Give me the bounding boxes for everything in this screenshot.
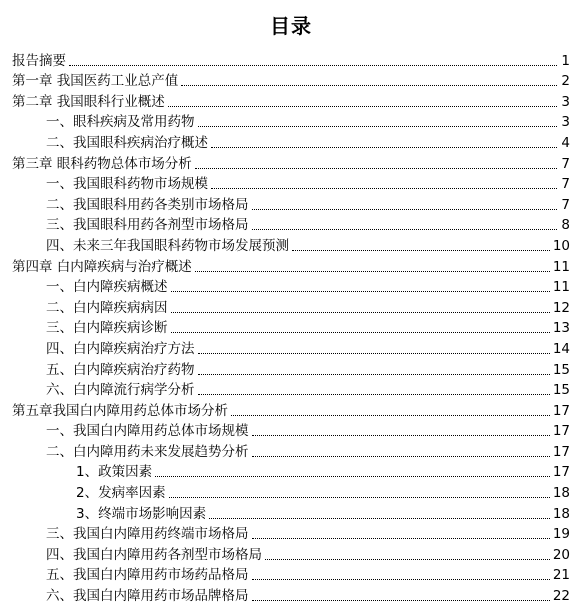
toc-entry-label: 四、白内障疾病治疗方法 [46, 340, 195, 357]
toc-entry[interactable] [12, 441, 570, 462]
toc-dot-leader [265, 559, 550, 560]
toc-entry[interactable] [12, 400, 570, 421]
toc-entry[interactable] [12, 194, 570, 215]
toc-entry[interactable] [12, 71, 570, 92]
toc-entry[interactable] [12, 462, 570, 483]
toc-dot-leader [198, 126, 558, 127]
toc-entry-page-number: 14 [552, 340, 570, 357]
toc-entry-page-number: 18 [552, 505, 570, 522]
toc-entry-page-number: 7 [561, 176, 570, 193]
toc-entry[interactable] [12, 235, 570, 256]
toc-entry-label: 三、我国眼科用药各剂型市场格局 [46, 217, 249, 234]
toc-entry-label: 第一章 我国医药工业总产值 [12, 73, 179, 90]
toc-dot-leader [198, 374, 550, 375]
toc-dot-leader [252, 456, 550, 457]
toc-dot-leader [195, 168, 557, 169]
toc-entry-page-number: 1 [561, 52, 570, 69]
toc-list [12, 50, 570, 606]
toc-entry-label: 四、我国白内障用药各剂型市场格局 [46, 546, 262, 563]
toc-entry-label: 3、终端市场影响因素 [76, 505, 207, 522]
toc-entry-page-number: 21 [552, 567, 570, 584]
toc-entry-page-number: 11 [552, 279, 570, 296]
toc-dot-leader [155, 476, 550, 477]
toc-entry[interactable] [12, 132, 570, 153]
toc-entry-label: 一、我国白内障用药总体市场规模 [46, 423, 249, 440]
toc-entry[interactable] [12, 174, 570, 195]
toc-entry-label: 五、白内障疾病治疗药物 [46, 361, 195, 378]
toc-entry-page-number: 17 [552, 443, 570, 460]
toc-entry-label: 二、我国眼科疾病治疗概述 [46, 134, 208, 151]
toc-entry-page-number: 17 [552, 464, 570, 481]
toc-entry-page-number: 4 [561, 134, 570, 151]
toc-entry-label: 报告摘要 [12, 52, 66, 69]
toc-entry[interactable] [12, 153, 570, 174]
toc-entry-page-number: 17 [552, 423, 570, 440]
toc-entry[interactable] [12, 565, 570, 586]
toc-entry-label: 二、白内障疾病病因 [46, 299, 168, 316]
toc-entry-page-number: 7 [561, 155, 570, 172]
toc-dot-leader [195, 271, 550, 272]
toc-dot-leader [168, 106, 557, 107]
toc-entry-page-number: 12 [552, 299, 570, 316]
toc-entry-page-number: 20 [552, 546, 570, 563]
toc-entry-page-number: 22 [552, 588, 570, 605]
toc-entry-label: 六、白内障流行病学分析 [46, 382, 195, 399]
toc-entry-label: 第五章我国白内障用药总体市场分析 [12, 402, 228, 419]
toc-dot-leader [252, 579, 550, 580]
toc-entry[interactable] [12, 277, 570, 298]
toc-entry-label: 第三章 眼科药物总体市场分析 [12, 155, 192, 172]
toc-entry[interactable] [12, 380, 570, 401]
toc-dot-leader [198, 353, 550, 354]
toc-entry-label: 1、政策因素 [76, 464, 153, 481]
toc-dot-leader [252, 209, 558, 210]
toc-entry-page-number: 10 [552, 237, 570, 254]
toc-entry[interactable] [12, 297, 570, 318]
toc-entry-page-number: 15 [552, 382, 570, 399]
toc-entry-page-number: 11 [552, 258, 570, 275]
toc-entry-label: 六、我国白内障用药市场品牌格局 [46, 588, 249, 605]
toc-entry-page-number: 13 [552, 320, 570, 337]
toc-entry[interactable] [12, 91, 570, 112]
toc-entry-page-number: 15 [552, 361, 570, 378]
toc-dot-leader [198, 394, 550, 395]
toc-entry[interactable] [12, 256, 570, 277]
toc-entry-page-number: 3 [561, 114, 570, 131]
toc-entry[interactable] [12, 50, 570, 71]
toc-entry-page-number: 8 [561, 217, 570, 234]
toc-entry[interactable] [12, 585, 570, 606]
toc-entry-label: 二、白内障用药未来发展趋势分析 [46, 443, 249, 460]
toc-dot-leader [252, 229, 558, 230]
toc-title: 目录 [270, 14, 312, 38]
toc-entry-label: 一、眼科疾病及常用药物 [46, 114, 195, 131]
toc-entry-label: 2、发病率因素 [76, 485, 166, 502]
toc-dot-leader [171, 312, 550, 313]
toc-dot-leader [69, 65, 557, 66]
toc-entry-page-number: 3 [561, 93, 570, 110]
toc-dot-leader [252, 538, 550, 539]
toc-entry[interactable] [12, 112, 570, 133]
toc-dot-leader [209, 518, 550, 519]
toc-dot-leader [231, 415, 550, 416]
toc-dot-leader [292, 250, 550, 251]
toc-entry[interactable] [12, 359, 570, 380]
toc-dot-leader [211, 188, 557, 189]
toc-dot-leader [252, 435, 550, 436]
toc-dot-leader [181, 85, 557, 86]
toc-entry-page-number: 7 [561, 196, 570, 213]
toc-entry[interactable] [12, 318, 570, 339]
toc-entry[interactable] [12, 544, 570, 565]
toc-entry-page-number: 2 [561, 73, 570, 90]
toc-dot-leader [252, 600, 550, 601]
toc-entry[interactable] [12, 482, 570, 503]
toc-entry[interactable] [12, 215, 570, 236]
toc-dot-leader [171, 291, 550, 292]
toc-entry[interactable] [12, 421, 570, 442]
toc-entry-label: 一、白内障疾病概述 [46, 279, 168, 296]
toc-entry-label: 三、白内障疾病诊断 [46, 320, 168, 337]
toc-dot-leader [171, 332, 550, 333]
toc-entry-label: 三、我国白内障用药终端市场格局 [46, 526, 249, 543]
toc-dot-leader [211, 147, 557, 148]
toc-entry-label: 第二章 我国眼科行业概述 [12, 93, 165, 110]
toc-entry-label: 五、我国白内障用药市场药品格局 [46, 567, 249, 584]
toc-entry[interactable] [12, 503, 570, 524]
toc-entry-label: 四、未来三年我国眼科药物市场发展预测 [46, 237, 289, 254]
toc-entry-page-number: 19 [552, 526, 570, 543]
toc-entry-label: 一、我国眼科药物市场规模 [46, 176, 208, 193]
toc-dot-leader [169, 497, 550, 498]
toc-entry[interactable] [12, 338, 570, 359]
toc-entry-label: 第四章 白内障疾病与治疗概述 [12, 258, 192, 275]
toc-entry-label: 二、我国眼科用药各类别市场格局 [46, 196, 249, 213]
toc-entry-page-number: 18 [552, 485, 570, 502]
toc-entry-page-number: 17 [552, 402, 570, 419]
toc-entry[interactable] [12, 524, 570, 545]
